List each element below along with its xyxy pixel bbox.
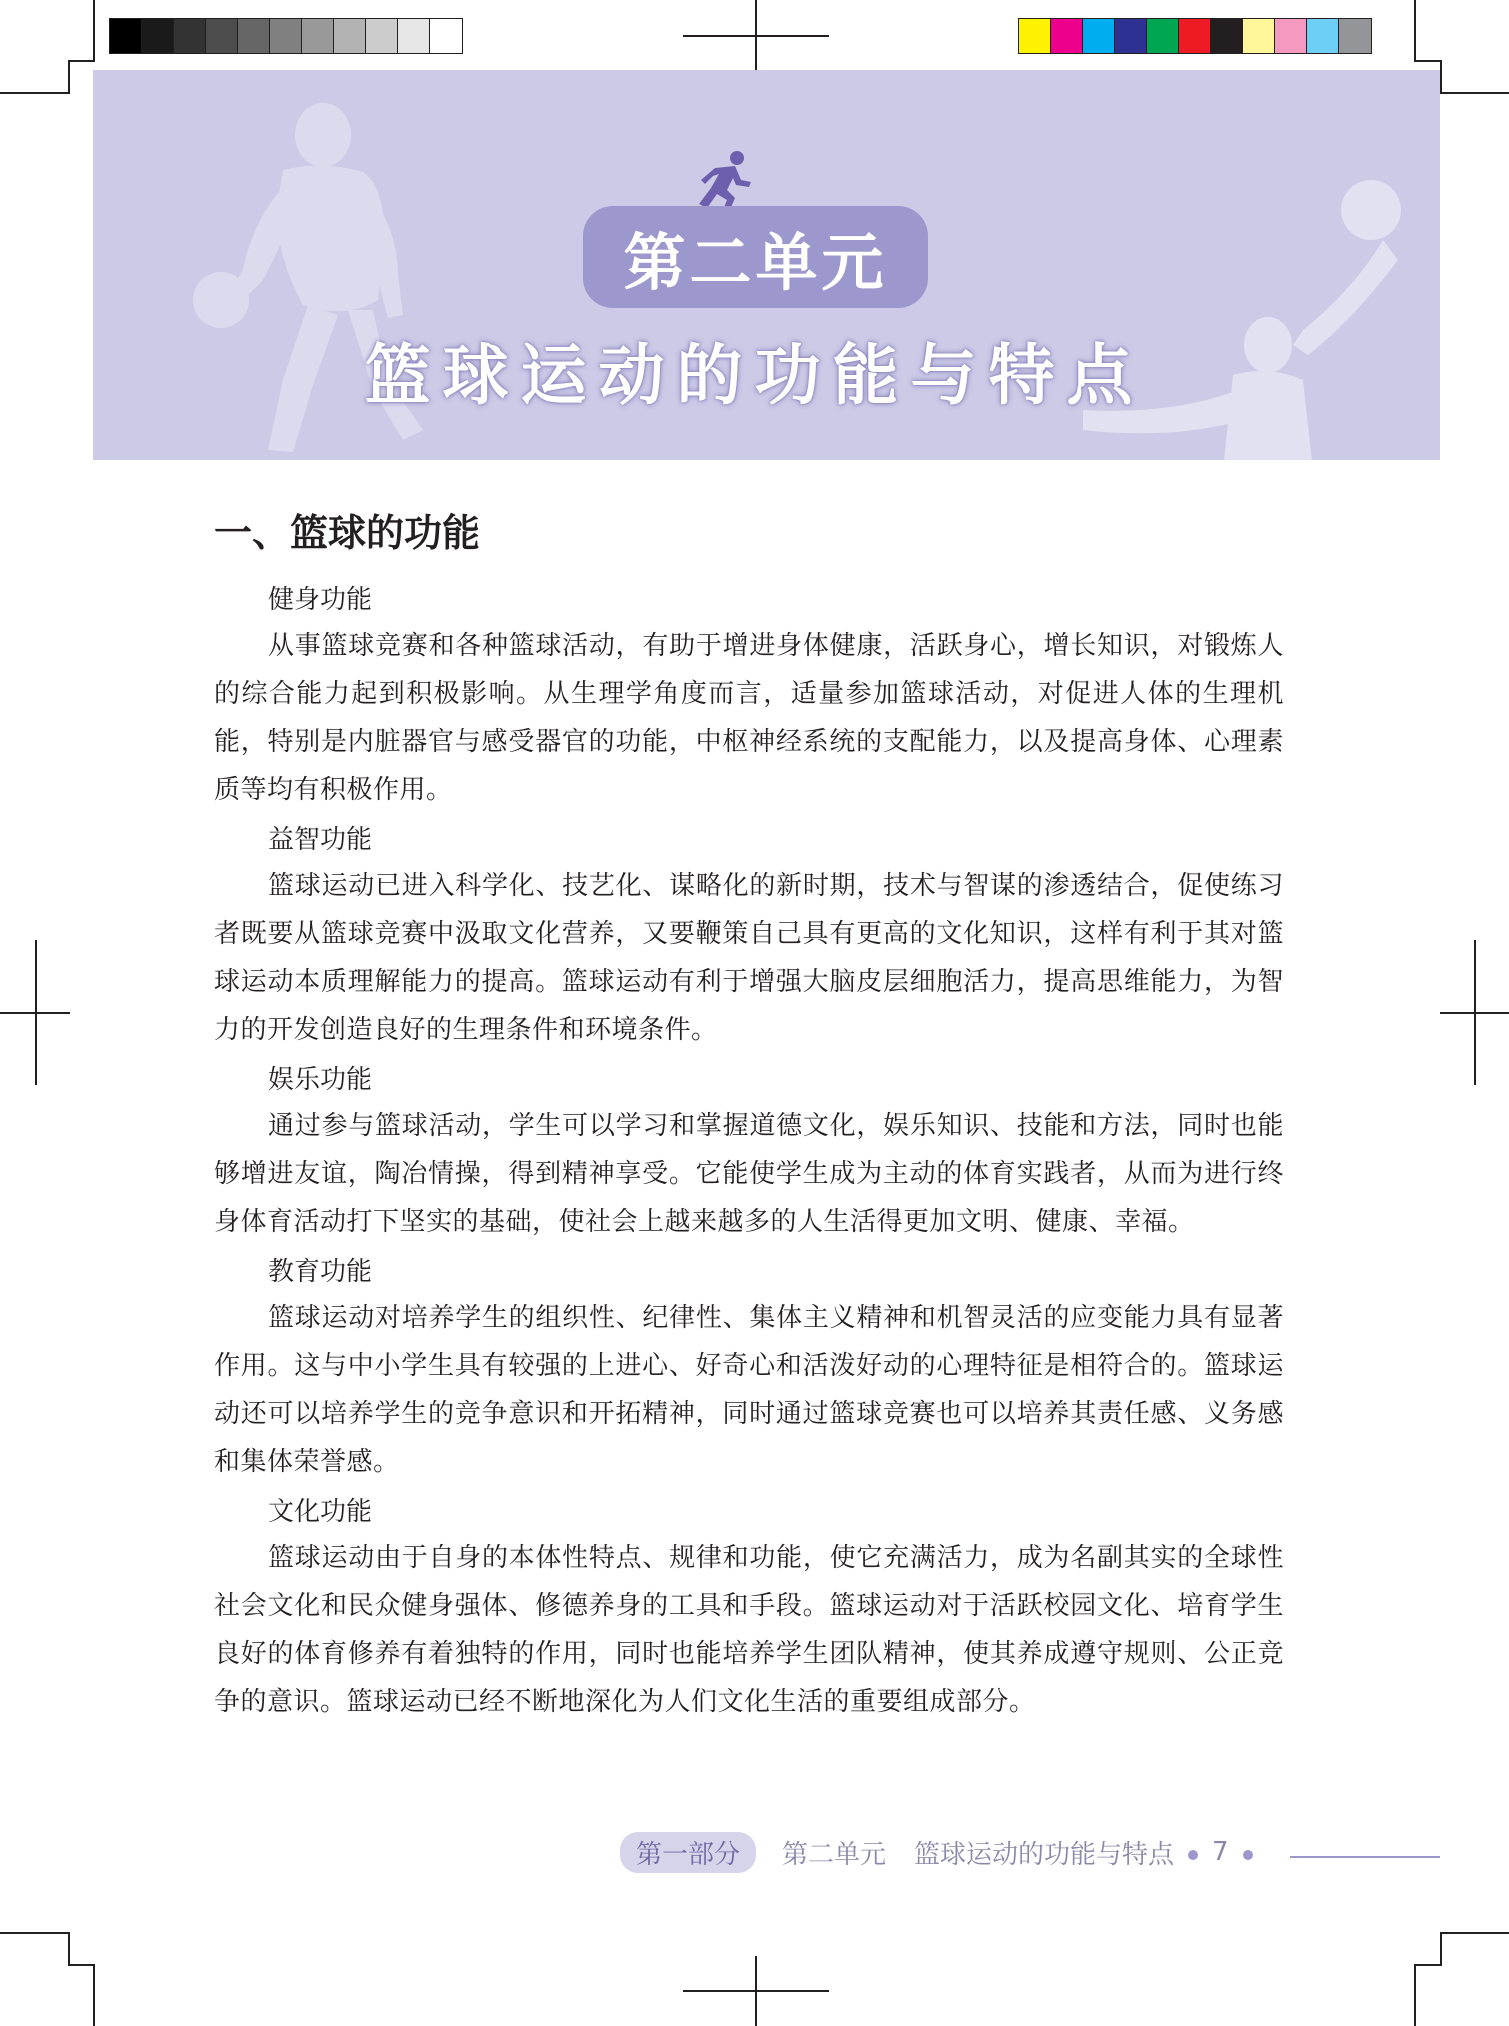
gray-swatch <box>302 19 334 53</box>
gray-swatch <box>206 19 238 53</box>
grayscale-calibration-bar <box>109 18 463 54</box>
footer-dot-icon <box>1243 1850 1253 1860</box>
function-block-entertainment <box>214 1058 1284 1246</box>
function-text: 通过参与篮球活动，学生可以学习和掌握道德文化，娱乐知识、技能和方法，同时也能够增进友谊，陶冶情操，得到精神享受。它能使学生成为主动的体育实践者，从而为进行终身体育活动打下坚实的基础，使社会上越来越多的人生活得更加文明、健康、幸福。 <box>214 1111 1284 1237</box>
gray-swatch <box>398 19 430 53</box>
footer-unit: 第二单元 <box>782 1839 887 1870</box>
gray-swatch <box>174 19 206 53</box>
color-swatch <box>1307 19 1339 53</box>
unit-label-pill <box>583 206 928 308</box>
function-text: 篮球运动对培养学生的组织性、纪律性、集体主义精神和机智灵活的应变能力具有显著作用。这与中小学生具有较强的上进心、好奇心和活泼好动的心理特征是相符合的。篮球运动还可以培养学生的竞争意识和开拓精神，同时通过篮球竞赛也可以培养其责任感、义务感和集体荣誉感。 <box>214 1303 1284 1477</box>
function-title: 教育功能 <box>268 1257 373 1287</box>
function-text: 从事篮球竞赛和各种篮球活动，有助于增进身体健康，活跃身心，增长知识，对锻炼人的综合能力起到积极影响。从生理学角度而言，适量参加篮球活动，对促进人体的生理机能，特别是内脏器官与感受器官的功能，中枢神经系统的支配能力，以及提高身体、心理素质等均有积极作用。 <box>214 631 1284 805</box>
color-swatch <box>1051 19 1083 53</box>
runner-icon <box>693 150 753 212</box>
footer-dot-icon <box>1188 1850 1198 1860</box>
color-swatch <box>1179 19 1211 53</box>
section-content <box>214 578 1284 1730</box>
gray-swatch <box>430 19 462 53</box>
unit-title: 篮球运动的功能与特点 <box>364 337 1145 414</box>
color-swatch <box>1243 19 1275 53</box>
color-swatch <box>1019 19 1051 53</box>
function-title: 娱乐功能 <box>268 1065 373 1095</box>
basketball-player-right-icon <box>1053 180 1433 460</box>
color-swatch <box>1115 19 1147 53</box>
color-swatch <box>1147 19 1179 53</box>
color-swatch <box>1083 19 1115 53</box>
function-text: 篮球运动由于自身的本体性特点、规律和功能，使它充满活力，成为名副其实的全球性社会文化和民众健身强体、修德养身的工具和手段。篮球运动对于活跃校园文化、培育学生良好的体育修养有着独特的作用，同时也能培养学生团队精神，使其养成遵守规则、公正竞争的意识。篮球运动已经不断地深化为人们文化生活的重要组成部分。 <box>214 1543 1284 1717</box>
gray-swatch <box>110 19 142 53</box>
function-title: 健身功能 <box>268 585 373 615</box>
function-text: 篮球运动已进入科学化、技艺化、谋略化的新时期，技术与智谋的渗透结合，促使练习者既要从篮球竞赛中汲取文化营养，又要鞭策自己具有更高的文化知识，这样有利于其对篮球运动本质理解能力的提高。篮球运动有利于增强大脑皮层细胞活力，提高思维能力，为智力的开发创造良好的生理条件和环境条件。 <box>214 871 1284 1045</box>
gray-swatch <box>238 19 270 53</box>
color-calibration-bar <box>1018 18 1372 54</box>
color-swatch <box>1339 19 1371 53</box>
gray-swatch <box>142 19 174 53</box>
gray-swatch <box>334 19 366 53</box>
function-block-culture <box>214 1490 1284 1726</box>
function-title: 益智功能 <box>268 825 373 855</box>
function-block-intellect <box>214 818 1284 1054</box>
footer-title: 篮球运动的功能与特点 <box>914 1839 1175 1870</box>
page-number: 7 <box>1212 1837 1229 1867</box>
gray-swatch <box>366 19 398 53</box>
gray-swatch <box>270 19 302 53</box>
function-block-education <box>214 1250 1284 1486</box>
function-block-fitness <box>214 578 1284 814</box>
color-swatch <box>1211 19 1243 53</box>
footer-part-badge: 第一部分 <box>620 1832 756 1873</box>
function-title: 文化功能 <box>268 1497 373 1527</box>
unit-label: 第二单元 <box>623 225 888 299</box>
page-footer <box>620 1832 1267 1872</box>
section-heading: 一、篮球的功能 <box>214 510 481 555</box>
footer-rule <box>1290 1856 1440 1858</box>
color-swatch <box>1275 19 1307 53</box>
